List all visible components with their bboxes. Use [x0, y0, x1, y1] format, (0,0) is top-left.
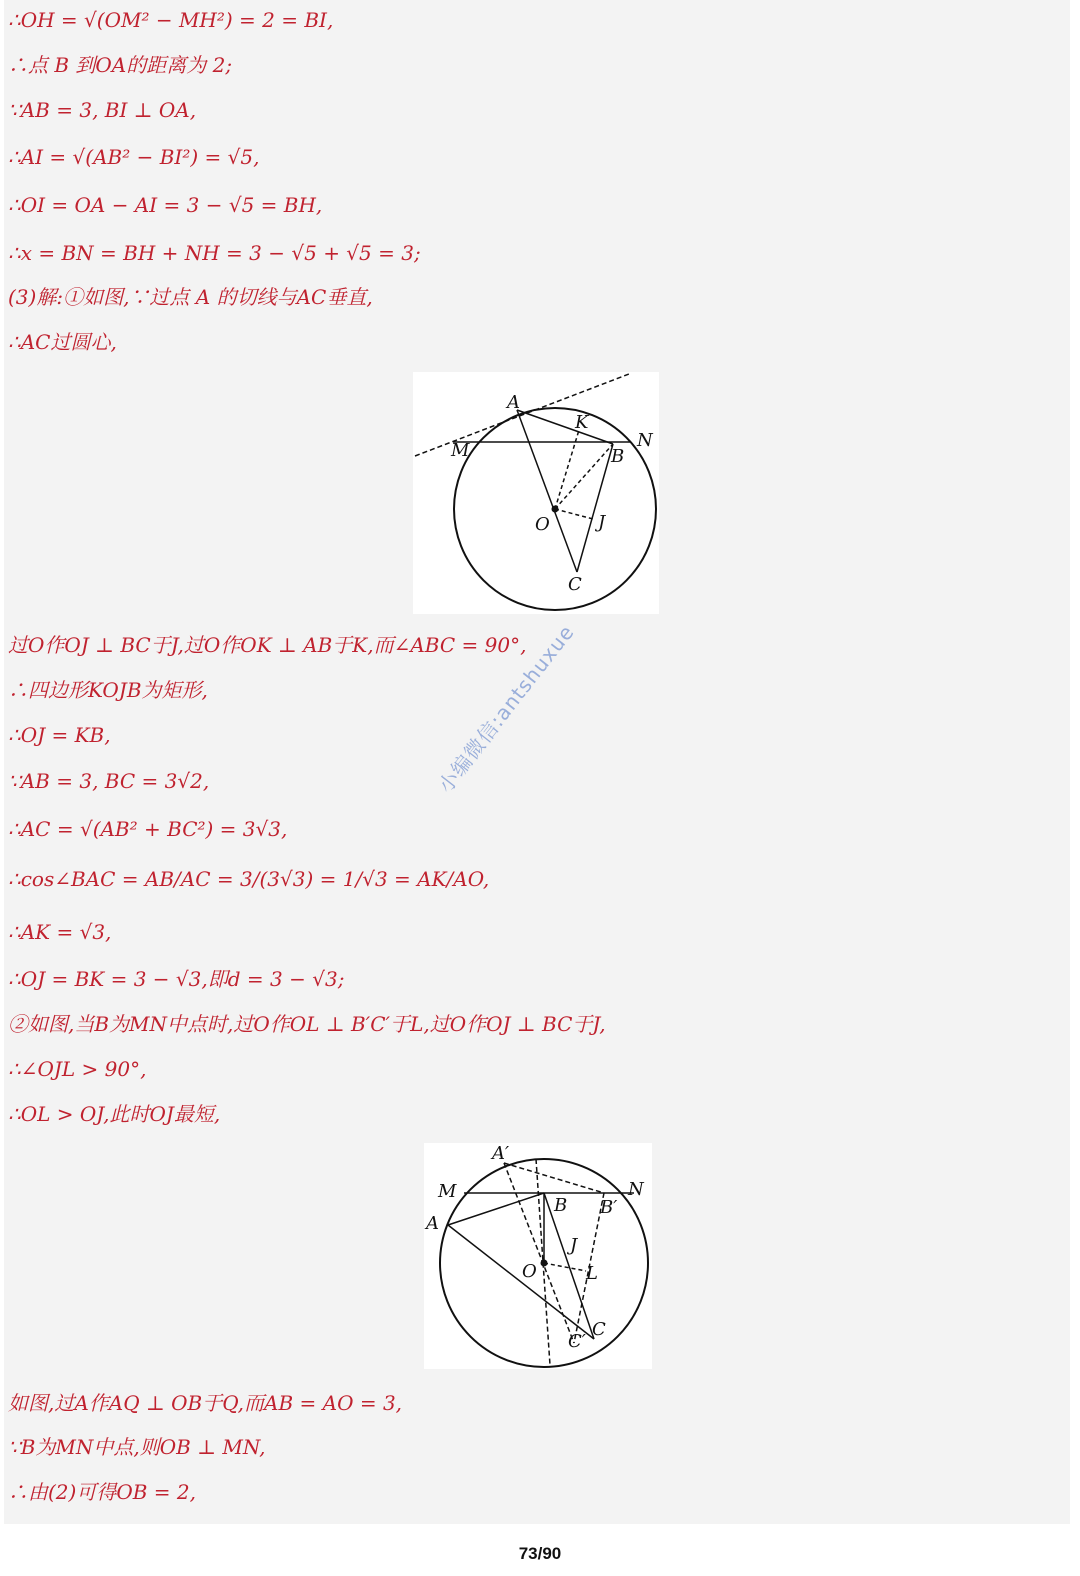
figure-label: B — [611, 446, 625, 467]
text-line: ∴AC过圆心, — [8, 330, 117, 354]
text-line: ∴OJ = BK = 3 − √3,即d = 3 − √3; — [8, 967, 345, 991]
text-line: ∴AK = √3, — [8, 920, 112, 944]
figure-2 — [424, 1143, 652, 1369]
text-line: ②如图,当B为MN中点时,过O作OL ⊥ B′C′于L,过O作OJ ⊥ BC于J, — [8, 1012, 606, 1036]
figure-label: L — [586, 1263, 598, 1284]
text-line: ∴cos∠BAC = AB/AC = 3/(3√3) = 1/√3 = AK/AO, — [8, 867, 490, 891]
text-line: ∴四边形KOJB为矩形, — [8, 678, 208, 702]
text-line: ∴OH = √(OM² − MH²) = 2 = BI, — [8, 8, 334, 32]
text-line: ∴OJ = KB, — [8, 723, 111, 747]
figure-label: N — [637, 430, 653, 451]
figure-label: C — [592, 1319, 606, 1340]
figure-label: O — [535, 514, 550, 535]
text-line: ∵AB = 3, BC = 3√2, — [8, 769, 210, 793]
text-line: ∵AB = 3, BI ⊥ OA, — [8, 98, 197, 122]
figure-label: J — [598, 512, 606, 533]
figure-label: B — [554, 1195, 568, 1216]
figure-label: N — [628, 1179, 644, 1200]
figure-label: O — [522, 1261, 537, 1282]
page-number: 73/90 — [518, 1544, 562, 1563]
text-line: ∴x = BN = BH + NH = 3 − √5 + √5 = 3; — [8, 241, 421, 265]
text-line: 如图,过A作AQ ⊥ OB于Q,而AB = AO = 3, — [8, 1391, 403, 1415]
text-line: ∵B为MN中点,则OB ⊥ MN, — [8, 1435, 266, 1459]
figure-label: M — [438, 1181, 457, 1202]
figure-label: A — [426, 1213, 439, 1234]
figure-label: A — [507, 392, 520, 413]
watermark: 小编微信:antshuxue — [433, 620, 579, 798]
figure-label: C — [568, 574, 582, 595]
figure-label: M — [451, 440, 470, 461]
figure-label: K — [575, 412, 589, 433]
figure-label: A′ — [492, 1143, 510, 1164]
figure-label: J — [570, 1235, 578, 1256]
text-line: (3)解:①如图,∵过点 A 的切线与AC垂直, — [8, 285, 373, 309]
figure-label: C′ — [568, 1331, 586, 1352]
text-line: ∴AI = √(AB² − BI²) = √5, — [8, 145, 260, 169]
text-line: 过O作OJ ⊥ BC于J,过O作OK ⊥ AB于K,而∠ABC = 90°, — [8, 633, 527, 657]
figure-1 — [413, 372, 659, 614]
text-line: ∴点 B 到OA的距离为 2; — [8, 53, 233, 77]
text-line: ∴OI = OA − AI = 3 − √5 = BH, — [8, 193, 323, 217]
figure-label: B′ — [600, 1197, 618, 1218]
text-line: ∴OL > OJ,此时OJ最短, — [8, 1102, 221, 1126]
text-line: ∴∠OJL > 90°, — [8, 1057, 147, 1081]
text-line: ∴AC = √(AB² + BC²) = 3√3, — [8, 817, 288, 841]
text-line: ∴由(2)可得OB = 2, — [8, 1480, 196, 1504]
